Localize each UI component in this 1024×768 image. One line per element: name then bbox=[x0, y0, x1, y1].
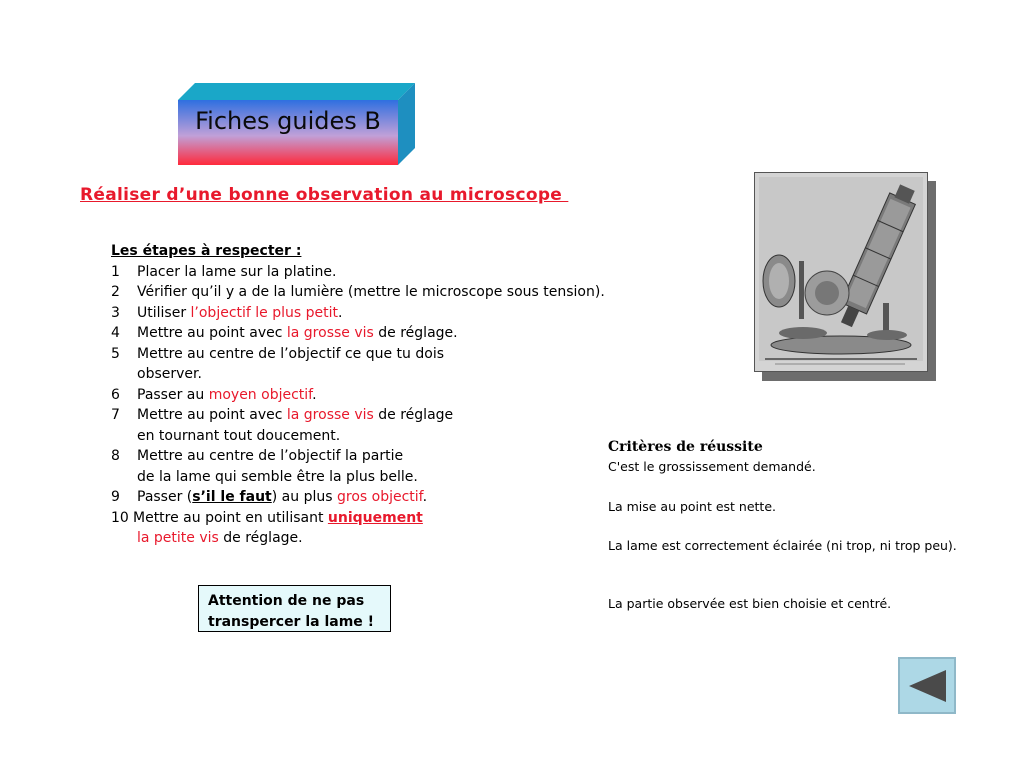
step-3: 3 Utiliser l’objectif le plus petit. bbox=[111, 304, 343, 321]
criteria-title: Critères de réussite bbox=[608, 439, 763, 455]
title-box-label: Fiches guides B bbox=[195, 107, 381, 135]
step-7: 7 Mettre au point avec la grosse vis de réglage bbox=[111, 407, 454, 423]
criteria-item: La mise au point est nette. bbox=[608, 499, 776, 514]
steps-title: Les étapes à respecter : bbox=[111, 243, 302, 259]
step-4: 4 Mettre au point avec la grosse vis de réglage. bbox=[111, 325, 458, 341]
step-6: 6 Passer au moyen objectif. bbox=[111, 386, 317, 403]
criteria-item: La partie observée est bien choisie et centré. bbox=[608, 596, 892, 611]
back-button[interactable] bbox=[898, 657, 956, 714]
warning-line-2: transpercer la lame ! bbox=[208, 614, 375, 630]
criteria-item: La lame est correctement éclairée (ni trop, ni trop peu). bbox=[608, 538, 957, 553]
step-7-continued: en tournant tout doucement. bbox=[137, 427, 341, 444]
step-5-continued: observer. bbox=[137, 366, 202, 382]
step-1: 1 Placer la lame sur la platine. bbox=[111, 263, 337, 280]
microscope-illustration bbox=[755, 173, 927, 371]
page-heading: Réaliser d’une bonne observation au microscope bbox=[80, 185, 569, 205]
title-box bbox=[178, 83, 415, 165]
step-8: 8 Mettre au centre de l’objectif la partie bbox=[111, 448, 404, 464]
step-10: 10 Mettre au point en utilisant uniquement bbox=[111, 509, 423, 526]
steps-list bbox=[111, 241, 605, 549]
criteria-item: C'est le grossissement demandé. bbox=[608, 459, 816, 474]
triangle-left-icon bbox=[906, 668, 948, 704]
step-8-continued: de la lame qui semble être la plus belle. bbox=[137, 468, 418, 485]
microscope-picture bbox=[754, 172, 928, 372]
warning-box bbox=[198, 585, 391, 632]
step-9: 9 Passer (s’il le faut) au plus gros objectif. bbox=[111, 489, 428, 505]
step-2: 2 Vérifier qu’il y a de la lumière (mettre le microscope sous tension). bbox=[111, 284, 605, 300]
step-10-continued: la petite vis de réglage. bbox=[137, 530, 303, 546]
success-criteria bbox=[608, 439, 957, 611]
step-5: 5 Mettre au centre de l’objectif ce que tu dois bbox=[111, 345, 445, 362]
warning-line-1: Attention de ne pas bbox=[208, 593, 365, 609]
